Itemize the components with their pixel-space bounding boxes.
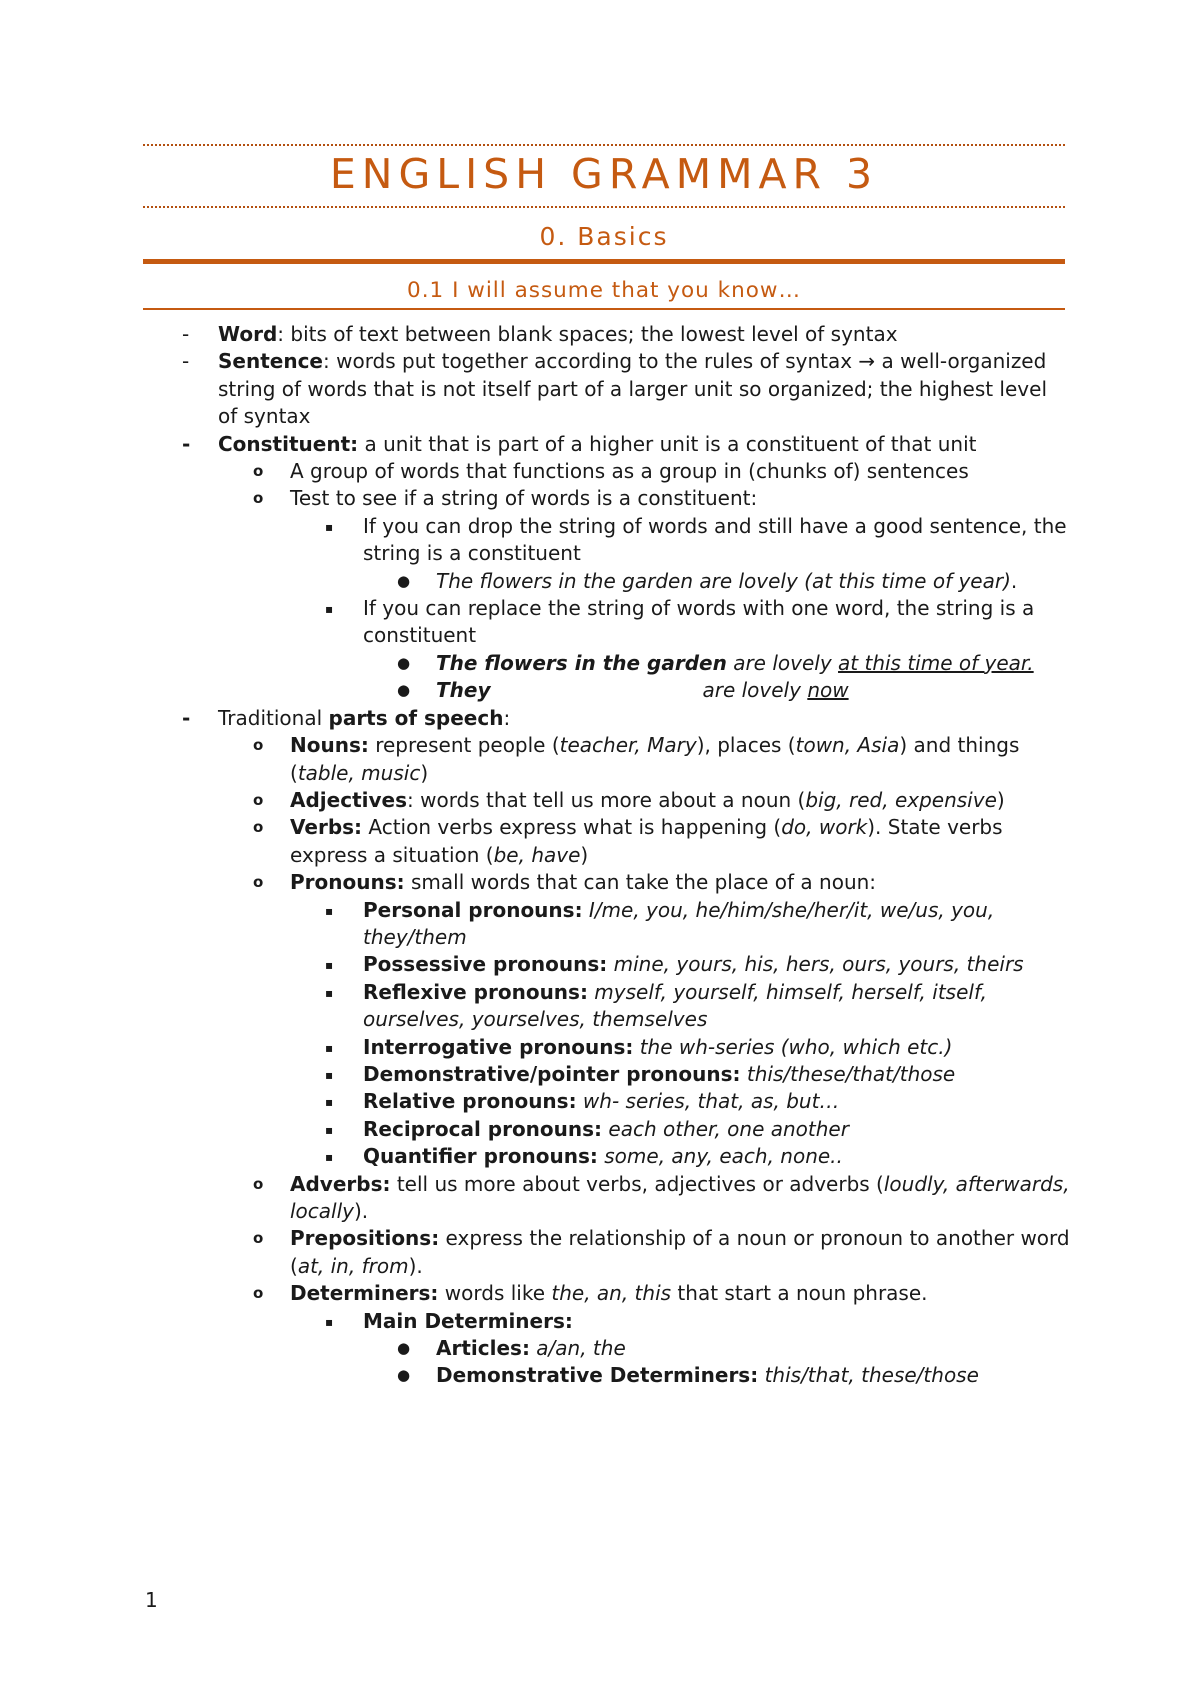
example: The flowers in the garden are lovely (at this time of year) <box>436 568 1011 593</box>
list-item-example-3 <box>0 677 1200 704</box>
definition: a unit that is part of a higher unit is a constituent of that unit <box>358 431 977 456</box>
text: ). State verbs express a situation ( <box>290 815 1003 867</box>
term: Word <box>218 322 278 346</box>
term: Reflexive pronouns: <box>363 979 588 1004</box>
circle-bullet: o <box>253 736 264 755</box>
list-item-pronoun-reflexive <box>0 979 1200 1034</box>
square-bullet: ▪ <box>325 1314 334 1329</box>
example: loudly, afterwards, locally <box>290 1171 1070 1223</box>
page-number: 1 <box>145 1588 158 1612</box>
list-item-demonstrative-determiners <box>0 1362 1200 1389</box>
list-item-pronoun-personal <box>0 897 1200 952</box>
example-verb: are lovely <box>726 650 839 675</box>
list-item-articles <box>0 1335 1200 1362</box>
heading-basics: 0. Basics <box>539 222 669 251</box>
heading2-rule <box>143 308 1065 310</box>
dot-bullet: ● <box>397 1339 411 1358</box>
list-item-word <box>0 321 1200 348</box>
title-rule-bottom <box>143 206 1065 208</box>
text: that start a noun phrase. <box>671 1281 928 1306</box>
text: If you can replace the string of words with one word, the string is a constituent <box>363 596 1035 648</box>
punctuation: . <box>1010 568 1018 593</box>
example: teacher, Mary <box>559 733 697 758</box>
list-item-pronoun-reciprocal <box>0 1116 1200 1143</box>
list-item-adjectives <box>0 787 1200 814</box>
term: Articles: <box>436 1336 530 1361</box>
term: Possessive pronouns: <box>363 952 608 977</box>
circle-bullet: o <box>253 790 264 809</box>
list-item-pronoun-possessive <box>0 951 1200 978</box>
example: the, an, this <box>551 1281 672 1306</box>
term: Demonstrative Determiners: <box>436 1363 759 1388</box>
term: parts of speech <box>328 705 504 730</box>
example: table, music <box>297 760 421 785</box>
term: Verbs: <box>290 815 363 840</box>
text: A group of words that functions as a group in (chunks of) sentences <box>290 459 969 484</box>
term: Sentence <box>218 349 323 374</box>
text: : words that tell us more about a noun ( <box>407 787 806 812</box>
square-bullet: ▪ <box>325 1095 334 1110</box>
text: express the relationship of a noun or pronoun to another word ( <box>290 1226 1070 1278</box>
text: ). <box>408 1253 423 1278</box>
example: town, Asia <box>795 733 900 758</box>
example: each other, one another <box>602 1116 849 1141</box>
square-bullet: ▪ <box>325 1040 334 1055</box>
square-bullet: ▪ <box>325 903 334 918</box>
example-adverbial: at this time of year. <box>838 650 1034 675</box>
list-item-constituent <box>0 431 1200 458</box>
dot-bullet: ● <box>397 653 411 672</box>
term: Reciprocal pronouns: <box>363 1116 603 1141</box>
example: I/me, you, he/him/she/her/it, we/us, you, they/them <box>363 897 995 949</box>
text: ) <box>420 760 429 785</box>
text: ) <box>996 787 1005 812</box>
square-bullet: ▪ <box>325 602 334 617</box>
text: tell us more about verbs, adjectives or adverbs ( <box>390 1171 884 1196</box>
text: Traditional <box>218 705 329 730</box>
example: wh- series, that, as, but… <box>576 1089 840 1114</box>
text: ) and things ( <box>290 733 1020 785</box>
list-item-group <box>0 458 1200 485</box>
square-bullet: ▪ <box>325 1150 334 1165</box>
heading-assumptions: 0.1 I will assume that you know… <box>407 278 801 303</box>
example-subject: The flowers in the garden <box>436 650 727 675</box>
dash-bullet: - <box>182 322 190 346</box>
list-item-parts-of-speech <box>0 705 1200 732</box>
list-item-pronoun-relative <box>0 1088 1200 1115</box>
term: Interrogative pronouns: <box>363 1034 634 1059</box>
dot-bullet: ● <box>397 571 411 590</box>
example: do, work <box>781 815 868 840</box>
list-item-determiners <box>0 1280 1200 1307</box>
term: Relative pronouns: <box>363 1089 577 1114</box>
list-item-nouns <box>0 732 1200 787</box>
text: represent people ( <box>368 733 560 758</box>
list-item-verbs <box>0 814 1200 869</box>
example: this/these/that/those <box>740 1061 956 1086</box>
colon: : <box>503 705 511 730</box>
content-body <box>0 321 1200 1390</box>
list-item-main-determiners <box>0 1308 1200 1335</box>
list-item-example-2 <box>0 650 1200 677</box>
term: Adjectives <box>290 787 407 812</box>
circle-bullet: o <box>253 873 264 892</box>
example-subject: They <box>436 678 491 703</box>
example: some, any, each, none.. <box>597 1144 843 1169</box>
term: Adverbs: <box>290 1171 391 1196</box>
text: ) <box>580 842 589 867</box>
term: Nouns: <box>290 733 369 758</box>
term: Determiners: <box>290 1281 439 1306</box>
document-title: ENGLISH GRAMMAR 3 <box>329 150 879 198</box>
list-item-pronouns <box>0 869 1200 896</box>
list-item-sentence <box>0 348 1200 430</box>
term: Demonstrative/pointer pronouns: <box>363 1061 741 1086</box>
term: Personal pronouns: <box>363 897 583 922</box>
list-item-prepositions <box>0 1225 1200 1280</box>
square-bullet: ▪ <box>325 519 334 534</box>
example: mine, yours, his, hers, ours, yours, theirs <box>607 952 1024 977</box>
example-verb: are lovely <box>702 678 808 703</box>
list-item-test <box>0 485 1200 512</box>
dash-bullet: - <box>182 705 191 730</box>
text: ), places ( <box>696 733 796 758</box>
square-bullet: ▪ <box>325 985 334 1000</box>
text: ). <box>354 1199 369 1223</box>
circle-bullet: o <box>253 1284 264 1303</box>
list-item-pronoun-quantifier <box>0 1143 1200 1170</box>
circle-bullet: o <box>253 462 264 481</box>
example-adverbial: now <box>807 678 849 703</box>
example: the wh-series (who, which etc.) <box>633 1034 953 1059</box>
title-rule-top <box>143 144 1065 146</box>
example: big, red, expensive <box>805 787 997 812</box>
heading1-rule <box>143 259 1065 264</box>
list-item-adverbs <box>0 1171 1200 1226</box>
term: Main Determiners: <box>363 1308 573 1333</box>
list-item-drop-test <box>0 513 1200 568</box>
text: small words that can take the place of a noun: <box>404 870 877 895</box>
example: this/that, these/those <box>758 1363 979 1388</box>
dash-bullet: - <box>182 349 190 374</box>
text: Test to see if a string of words is a constituent: <box>290 486 758 511</box>
dash-bullet: - <box>182 431 191 456</box>
circle-bullet: o <box>253 818 264 837</box>
example: myself, yourself, himself, herself, itself, ourselves, yourselves, themselves <box>363 979 987 1032</box>
list-item-pronoun-interrogative <box>0 1034 1200 1061</box>
term: Quantifier pronouns: <box>363 1144 598 1169</box>
term: Prepositions: <box>290 1226 440 1251</box>
dot-bullet: ● <box>397 681 411 700</box>
square-bullet: ▪ <box>325 1067 334 1082</box>
square-bullet: ▪ <box>325 958 334 973</box>
circle-bullet: o <box>253 1174 264 1193</box>
text: Action verbs express what is happening ( <box>362 815 782 840</box>
list-item-example-1 <box>0 568 1200 595</box>
list-item-pronoun-demonstrative <box>0 1061 1200 1088</box>
example: at, in, from <box>297 1253 409 1278</box>
term: Constituent: <box>218 431 359 456</box>
definition: : words put together according to the rules of syntax → a well-organized string of words that is not itself part of a larger unit so organized; the highest level of syntax <box>218 349 1047 429</box>
text: words like <box>438 1281 552 1306</box>
dot-bullet: ● <box>397 1366 411 1385</box>
circle-bullet: o <box>253 1229 264 1248</box>
text: If you can drop the string of words and still have a good sentence, the string is a constituent <box>363 513 1067 566</box>
example: a/an, the <box>529 1336 626 1361</box>
definition: : bits of text between blank spaces; the lowest level of syntax <box>277 322 898 346</box>
square-bullet: ▪ <box>325 1122 334 1137</box>
circle-bullet: o <box>253 489 264 508</box>
list-item-replace-test <box>0 595 1200 650</box>
term: Pronouns: <box>290 870 405 895</box>
example: be, have <box>493 842 581 867</box>
